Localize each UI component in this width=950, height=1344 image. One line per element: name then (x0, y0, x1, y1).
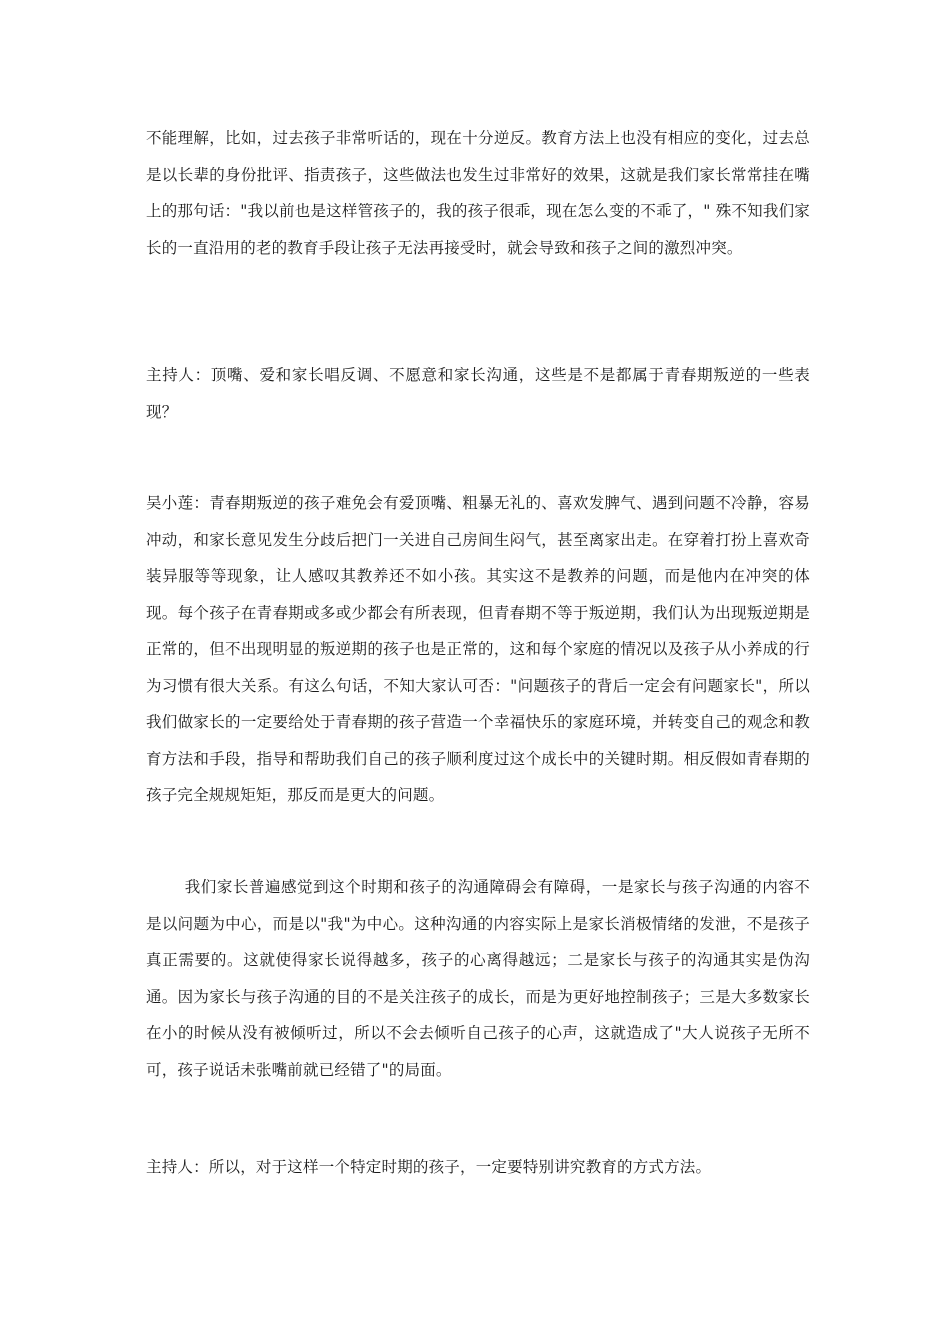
paragraph-host-conclusion: 主持人：所以，对于这样一个特定时期的孩子，一定要特别讲究教育的方式方法。 (146, 1158, 712, 1176)
paragraph-communication-barriers: 我们家长普遍感觉到这个时期和孩子的沟通障碍会有障碍，一是家长与孩子沟通的内容不是以问题为中心，而是以"我"为中心。这种沟通的内容实际上是家长消极情绪的发泄，不是孩子真正需要的。这就使得家长说得越多，孩子的心离得越远；二是家长与孩子的沟通其实是伪沟通。因为家长与孩子沟通的目的不是关注孩子的成长，而是为更好地控制孩子；三是大多数家长在小的时候从没有被倾听过，所以不会去倾听自己孩子的心声，这就造成了"大人说孩子无所不可，孩子说话未张嘴前就已经错了"的局面。 (146, 878, 810, 1079)
paragraph-wu-xiaolian-answer: 吴小莲：青春期叛逆的孩子难免会有爱顶嘴、粗暴无礼的、喜欢发脾气、遇到问题不冷静，容易冲动，和家长意见发生分歧后把门一关进自己房间生闷气，甚至离家出走。在穿着打扮上喜欢奇装异服等等现象，让人感叹其教养还不如小孩。其实这不是教养的问题，而是他内在冲突的体现。每个孩子在青春期或多或少都会有所表现，但青春期不等于叛逆期，我们认为出现叛逆期是正常的，但不出现明显的叛逆期的孩子也是正常的，这和每个家庭的情况以及孩子从小养成的行为习惯有很大关系。有这么句话，不知大家认可否："问题孩子的背后一定会有问题家长"，所以我们做家长的一定要给处于青春期的孩子营造一个幸福快乐的家庭环境，并转变自己的观念和教育方法和手段，指导和帮助我们自己的孩子顺利度过这个成长中的关键时期。相反假如青春期的孩子完全规规矩矩，那反而是更大的问题。 (146, 494, 810, 804)
paragraph-continuation: 不能理解，比如，过去孩子非常听话的，现在十分逆反。教育方法上也没有相应的变化，过去总是以长辈的身份批评、指责孩子，这些做法也发生过非常好的效果，这就是我们家长常常挂在嘴上的那句话："我以前也是这样管孩子的，我的孩子很乖，现在怎么变的不乖了，" 殊不知我们家长的一直沿用的老的教育手段让孩子无法再接受时，就会导致和孩子之间的激烈冲突。 (146, 129, 810, 257)
paragraph-host-question: 主持人：顶嘴、爱和家长唱反调、不愿意和家长沟通，这些是不是都属于青春期叛逆的一些表现？ (146, 366, 810, 421)
